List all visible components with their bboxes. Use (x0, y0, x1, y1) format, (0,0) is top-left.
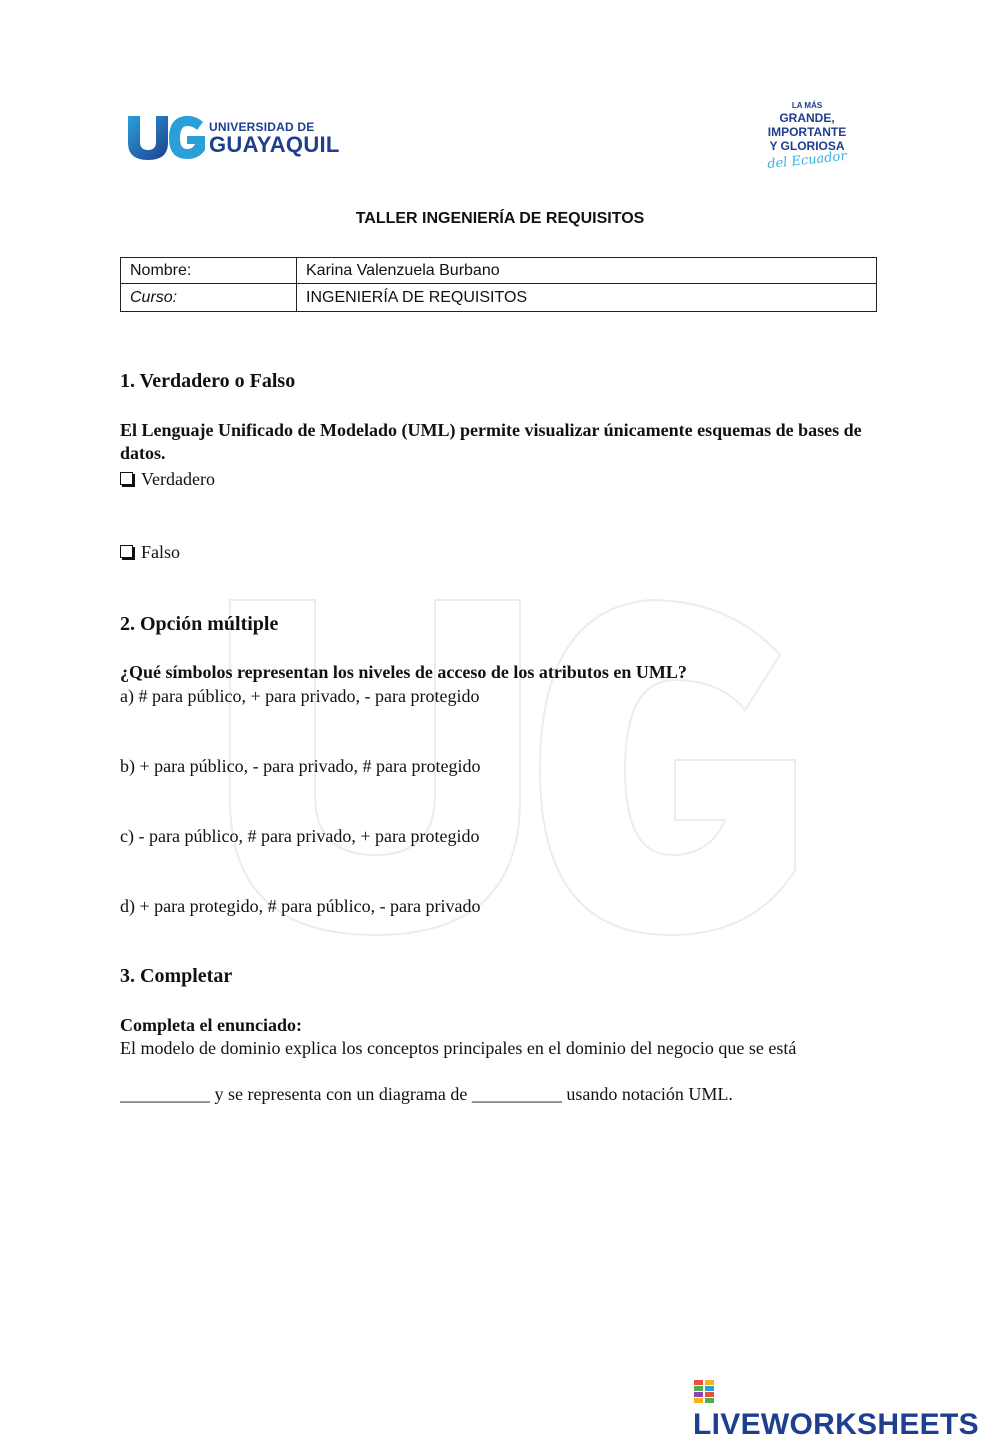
slogan-line: GRANDE, (779, 111, 835, 125)
section2-heading: 2. Opción múltiple (120, 613, 279, 635)
section3-instruction: Completa el enunciado: (120, 1015, 302, 1035)
course-value[interactable]: INGENIERÍA DE REQUISITOS (297, 284, 877, 312)
option-verdadero[interactable] (120, 468, 215, 490)
university-logo (125, 112, 340, 168)
option-d[interactable]: d) + para protegido, # para público, - para privado (120, 896, 481, 916)
option-falso[interactable] (120, 541, 180, 563)
slogan-logo (758, 100, 856, 173)
option-a[interactable]: a) # para público, + para privado, - para protegido (120, 686, 480, 706)
course-label: Curso: (121, 284, 297, 312)
name-label: Nombre: (121, 258, 297, 284)
brand-text: LIVEWORKSHEETS (693, 1408, 979, 1441)
option-label: Verdadero (141, 469, 215, 489)
option-label: Falso (141, 542, 181, 562)
checkbox-icon[interactable] (120, 545, 133, 558)
liveworksheets-brand (693, 1374, 1000, 1442)
completion-line1: El modelo de dominio explica los conceptos principales en el dominio del negocio que se está (120, 1038, 797, 1058)
completion-line2[interactable]: __________ y se representa con un diagrama de __________ usando notación UML. (120, 1084, 733, 1104)
slogan-script: del Ecuador (766, 148, 848, 173)
info-table (120, 257, 877, 312)
option-c[interactable]: c) - para público, # para privado, + para protegido (120, 826, 480, 846)
university-name (209, 120, 340, 156)
slogan-line: Y GLORIOSA (769, 139, 845, 153)
name-value[interactable]: Karina Valenzuela Burbano (297, 258, 877, 284)
option-b[interactable]: b) + para público, - para privado, # para protegido (120, 756, 481, 776)
university-name-line2: GUAYAQUIL (209, 132, 340, 157)
section1-question: El Lenguaje Unificado de Modelado (UML) permite visualizar únicamente esquemas de bases de datos. (120, 420, 862, 463)
university-name-line1: UNIVERSIDAD DE (209, 120, 315, 134)
section2-question: ¿Qué símbolos representan los niveles de acceso de los atributos en UML? (120, 662, 687, 682)
slogan-line: LA MÁS (791, 101, 823, 110)
liveworksheets-logo-icon (693, 1379, 715, 1405)
section1-heading: 1. Verdadero o Falso (120, 370, 296, 392)
section3-heading: 3. Completar (120, 965, 233, 987)
table-row (121, 258, 877, 284)
ug-logo-icon (125, 112, 207, 162)
table-row (121, 284, 877, 312)
checkbox-icon[interactable] (120, 472, 133, 485)
page-title: TALLER INGENIERÍA DE REQUISITOS (355, 210, 645, 227)
slogan-line: IMPORTANTE (767, 125, 847, 139)
